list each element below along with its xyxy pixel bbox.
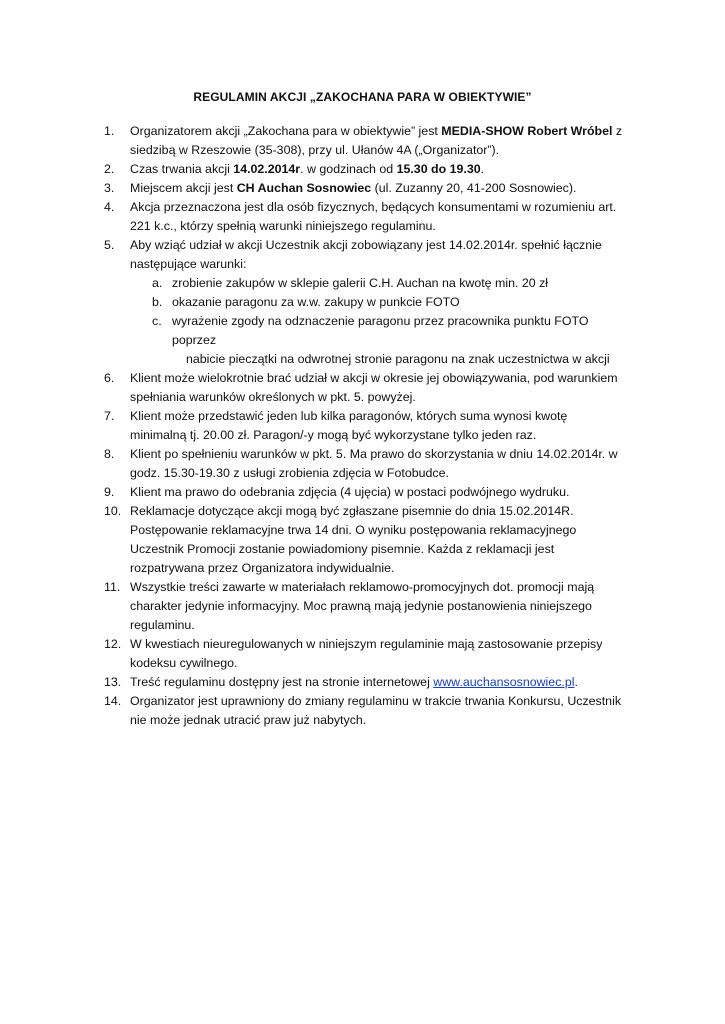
rule-number: 12. (104, 637, 122, 651)
page-title: REGULAMIN AKCJI „ZAKOCHANA PARA W OBIEKTYWIE” (193, 90, 532, 104)
website-link[interactable]: www.auchansosnowiec.pl (433, 675, 575, 689)
rule-text: Treść regulaminu dostępny jest na stronie internetowej www.auchansosnowiec.pl. (130, 675, 578, 689)
rule-number: 10. (104, 504, 122, 518)
rule-number: 13. (104, 675, 122, 689)
rule-text: Klient po spełnieniu warunków w pkt. 5. Ma prawo do skorzystania w dniu 14.02.2014r. w godz. 15.30-19.30 z usługi zrobienia zdjęcia w Fotobudce. (130, 447, 618, 480)
rule-text: Czas trwania akcji 14.02.2014r. w godzinach od 15.30 do 19.30. (130, 162, 485, 176)
rule-number: 4. (104, 200, 115, 214)
rule-text: Organizatorem akcji „Zakochana para w obiektywie” jest MEDIA-SHOW Robert Wróbel z siedzibą w Rzeszowie (35-308), przy ul. Ułanów 4A („Organizator”). (130, 124, 623, 157)
rule-item (0, 198, 725, 236)
rule-item (0, 236, 725, 369)
rule-text: W kwestiach nieuregulowanych w niniejszym regulaminie mają zastosowanie przepisy kodeksu cywilnego. (130, 637, 603, 670)
condition-item (0, 293, 725, 312)
rule-text: Klient ma prawo do odebrania zdjęcia (4 ujęcia) w postaci podwójnego wydruku. (130, 485, 570, 499)
condition-letter: c. (152, 314, 162, 328)
rule-item (0, 673, 725, 692)
condition-text: zrobienie zakupów w sklepie galerii C.H. Auchan na kwotę min. 20 zł (172, 276, 549, 290)
rule-number: 5. (104, 238, 115, 252)
rule-item (0, 179, 725, 198)
rule-text: Klient może przedstawić jeden lub kilka paragonów, których suma wynosi kwotę minimalną tj. 20.00 zł. Paragon/-y mogą być wykorzystane tylko jeden raz. (130, 409, 568, 442)
condition-letter: b. (152, 295, 163, 309)
rule-text: Miejscem akcji jest CH Auchan Sosnowiec (ul. Zuzanny 20, 41-200 Sosnowiec). (130, 181, 577, 195)
conditions-sublist (0, 274, 725, 369)
rule-number: 3. (104, 181, 115, 195)
rule-number: 9. (104, 485, 115, 499)
rule-number: 6. (104, 371, 115, 385)
rule-number: 7. (104, 409, 115, 423)
rule-item (0, 122, 725, 160)
rule-text: Klient może wielokrotnie brać udział w akcji w okresie jej obowiązywania, pod warunkiem spełniania warunków określonych w pkt. 5. powyżej. (130, 371, 618, 404)
rule-item (0, 635, 725, 673)
rule-text: Akcja przeznaczona jest dla osób fizycznych, będących konsumentami w rozumieniu art. 221 k.c., którzy spełnią warunki niniejszego regulaminu. (130, 200, 617, 233)
rule-number: 8. (104, 447, 115, 461)
rule-number: 14. (104, 694, 122, 708)
rule-item (0, 445, 725, 483)
rule-item (0, 483, 725, 502)
rule-text: Aby wziąć udział w akcji Uczestnik akcji zobowiązany jest 14.02.2014r. spełnić łącznie następujące warunki: (130, 238, 602, 271)
condition-text: okazanie paragonu za w.w. zakupy w punkcie FOTO (172, 295, 460, 309)
rule-text: Wszystkie treści zawarte w materiałach reklamowo-promocyjnych dot. promocji mają charakter jedynie informacyjny. Moc prawną mają jedynie postanowienia niniejszego regulaminu. (130, 580, 595, 632)
condition-item (0, 312, 725, 369)
condition-text: wyrażenie zgody na odznaczenie paragonu przez pracownika punktu FOTO poprzez nabicie pieczątki na odwrotnej stronie paragonu na znak uczestnictwa w akcji (172, 314, 610, 366)
condition-item (0, 274, 725, 293)
condition-letter: a. (152, 276, 163, 290)
rule-item (0, 369, 725, 407)
rule-number: 2. (104, 162, 115, 176)
rule-item (0, 692, 725, 730)
rule-item (0, 160, 725, 179)
rule-number: 11. (104, 580, 121, 594)
rule-text: Organizator jest uprawniony do zmiany regulaminu w trakcie trwania Konkursu, Uczestnik nie może jednak utracić praw już nabytych. (130, 694, 622, 727)
rule-text: Reklamacje dotyczące akcji mogą być zgłaszane pisemnie do dnia 15.02.2014R. Postępowanie reklamacyjne trwa 14 dni. O wyniku postępowania reklamacyjnego Uczestnik Promocji zostanie powiadomiony pisemnie. Każda z reklamacji jest rozpatrywana przez Organizatora indywidualnie. (130, 504, 577, 575)
rule-number: 1. (104, 124, 115, 138)
rule-item (0, 407, 725, 445)
rules-list (0, 122, 725, 730)
rule-item (0, 502, 725, 578)
rule-item (0, 578, 725, 635)
